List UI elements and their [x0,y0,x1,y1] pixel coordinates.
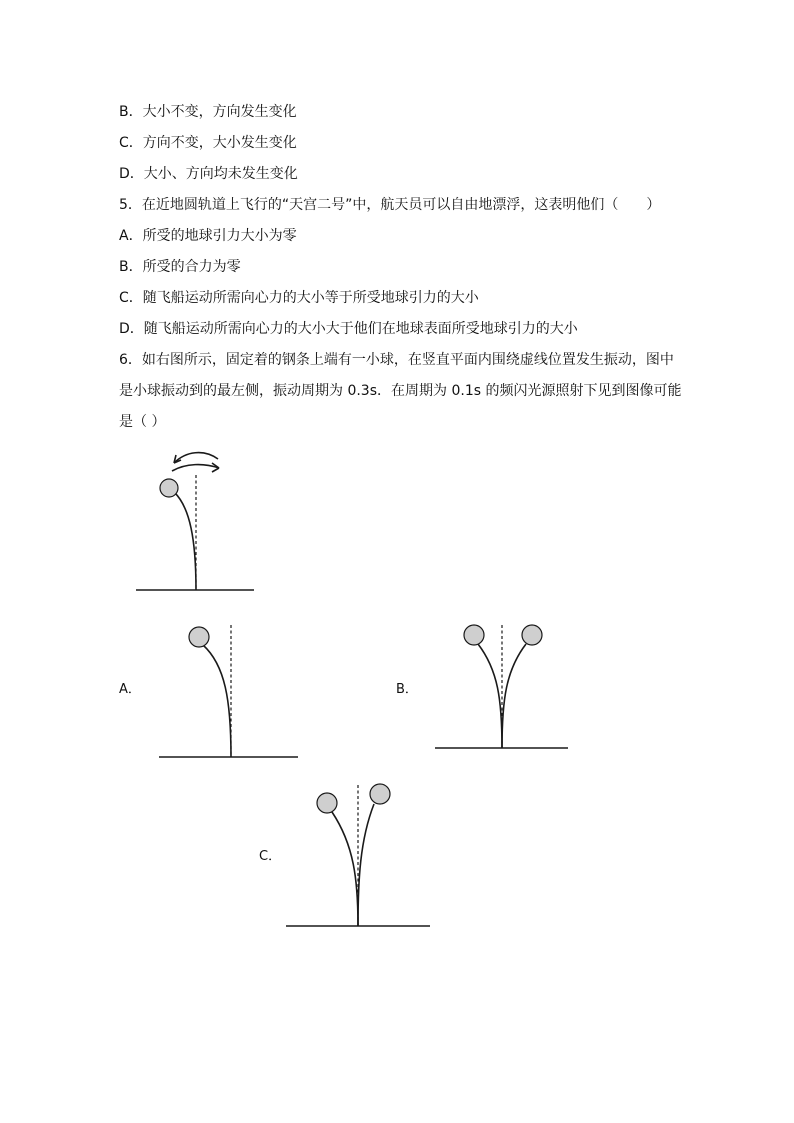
question-6-line-2: 是小球振动到的最左侧，振动周期为 0.3s．在周期为 0.1s 的频闪光源照射下见到图像可能 [119,383,682,399]
main-figure [120,445,270,600]
q5-option-d: D．随飞船运动所需向心力的大小大于他们在地球表面所受地球引力的大小 [119,321,578,337]
figure-option-b-label: B． [396,682,418,697]
main-figure-ball [160,479,178,497]
question-6-line-3: 是（ ） [119,414,166,430]
figure-option-c-label: C． [259,849,282,864]
option-b-steel-strip-left [478,644,502,748]
main-figure-arrow-right [172,465,219,471]
option-b-ball-right [522,625,542,645]
option-b-ball-left [464,625,484,645]
main-figure-steel-strip [174,492,196,590]
option-c-steel-strip-right [358,804,374,926]
q5-option-a: A．所受的地球引力大小为零 [119,228,297,244]
q4-option-d: D．大小、方向均未发生变化 [119,166,298,182]
figure-option-b [430,620,575,755]
main-figure-arrow-left [174,453,218,463]
question-5: 5．在近地圆轨道上飞行的“天宫二号”中，航天员可以自由地漂浮，这表明他们（ ） [119,197,661,213]
figure-option-a [155,620,305,765]
option-c-steel-strip-left [332,812,358,926]
q4-option-b: B．大小不变，方向发生变化 [119,104,297,120]
option-c-ball-left [317,793,337,813]
option-a-steel-strip [203,645,231,757]
q4-option-c: C．方向不变，大小发生变化 [119,135,297,151]
q5-option-b: B．所受的合力为零 [119,259,241,275]
option-b-steel-strip-right [502,644,526,748]
q5-option-c: C．随飞船运动所需向心力的大小等于所受地球引力的大小 [119,290,479,306]
figure-option-c [282,780,437,932]
question-6-line-1: 6．如右图所示，固定着的钢条上端有一小球，在竖直平面内围绕虚线位置发生振动，图中 [119,352,674,368]
figure-option-a-label: A． [119,682,141,697]
option-a-ball [189,627,209,647]
option-c-ball-right [370,784,390,804]
